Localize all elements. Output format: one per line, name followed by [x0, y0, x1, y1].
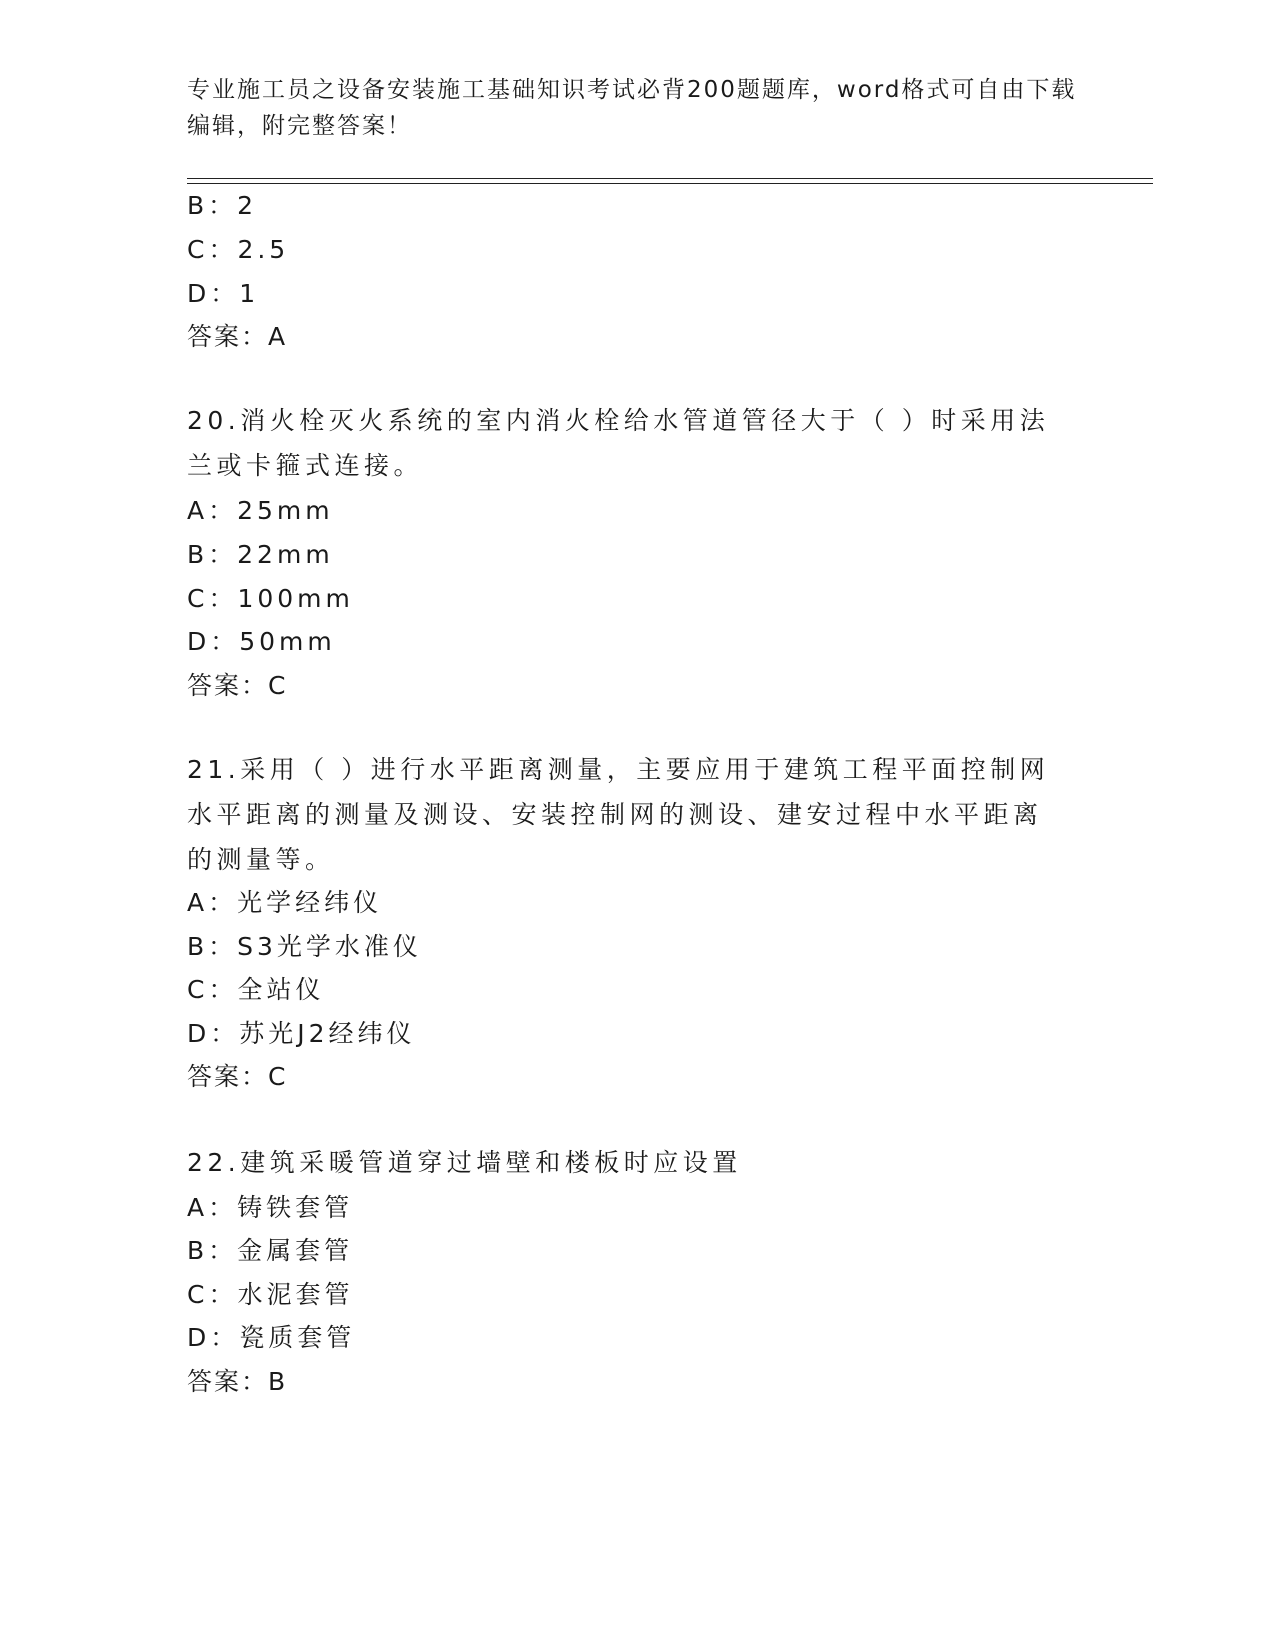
- question-stem-22: 22.建筑采暖管道穿过墙壁和楼板时应设置: [187, 1148, 742, 1177]
- option-c: C：100mm: [187, 584, 354, 613]
- answer: 答案：B: [187, 1367, 288, 1396]
- option-c: C：全站仪: [187, 975, 325, 1004]
- answer: 答案：C: [187, 671, 288, 700]
- header-divider-bottom: [187, 183, 1153, 184]
- answer: 答案：A: [187, 322, 288, 351]
- option-b: B：金属套管: [187, 1236, 354, 1265]
- question-stem-21: 21.采用（ ）进行水平距离测量，主要应用于建筑工程平面控制网水平距离的测量及测设、安装控制网的测设、建安过程中水平距离的测量等。: [187, 755, 1050, 874]
- option-c: C：2.5: [187, 235, 290, 264]
- question-stem-20: 20.消火栓灭火系统的室内消火栓给水管道管径大于（ ）时采用法兰或卡箍式连接。: [187, 406, 1050, 480]
- option-a: A：25mm: [187, 496, 334, 525]
- option-d: D：1: [187, 279, 260, 308]
- document-header: 专业施工员之设备安装施工基础知识考试必背200题题库，word格式可自由下载编辑，附完整答案！: [187, 77, 1077, 139]
- option-b: B：2: [187, 191, 258, 220]
- option-d: D：苏光J2经纬仪: [187, 1019, 416, 1048]
- header-divider-top: [187, 178, 1153, 179]
- option-b: B：22mm: [187, 540, 334, 569]
- option-c: C：水泥套管: [187, 1280, 354, 1309]
- option-b: B：S3光学水准仪: [187, 932, 422, 961]
- option-a: A：铸铁套管: [187, 1193, 354, 1222]
- option-d: D：50mm: [187, 627, 336, 656]
- option-a: A：光学经纬仪: [187, 888, 383, 917]
- option-d: D：瓷质套管: [187, 1323, 356, 1352]
- answer: 答案：C: [187, 1062, 288, 1091]
